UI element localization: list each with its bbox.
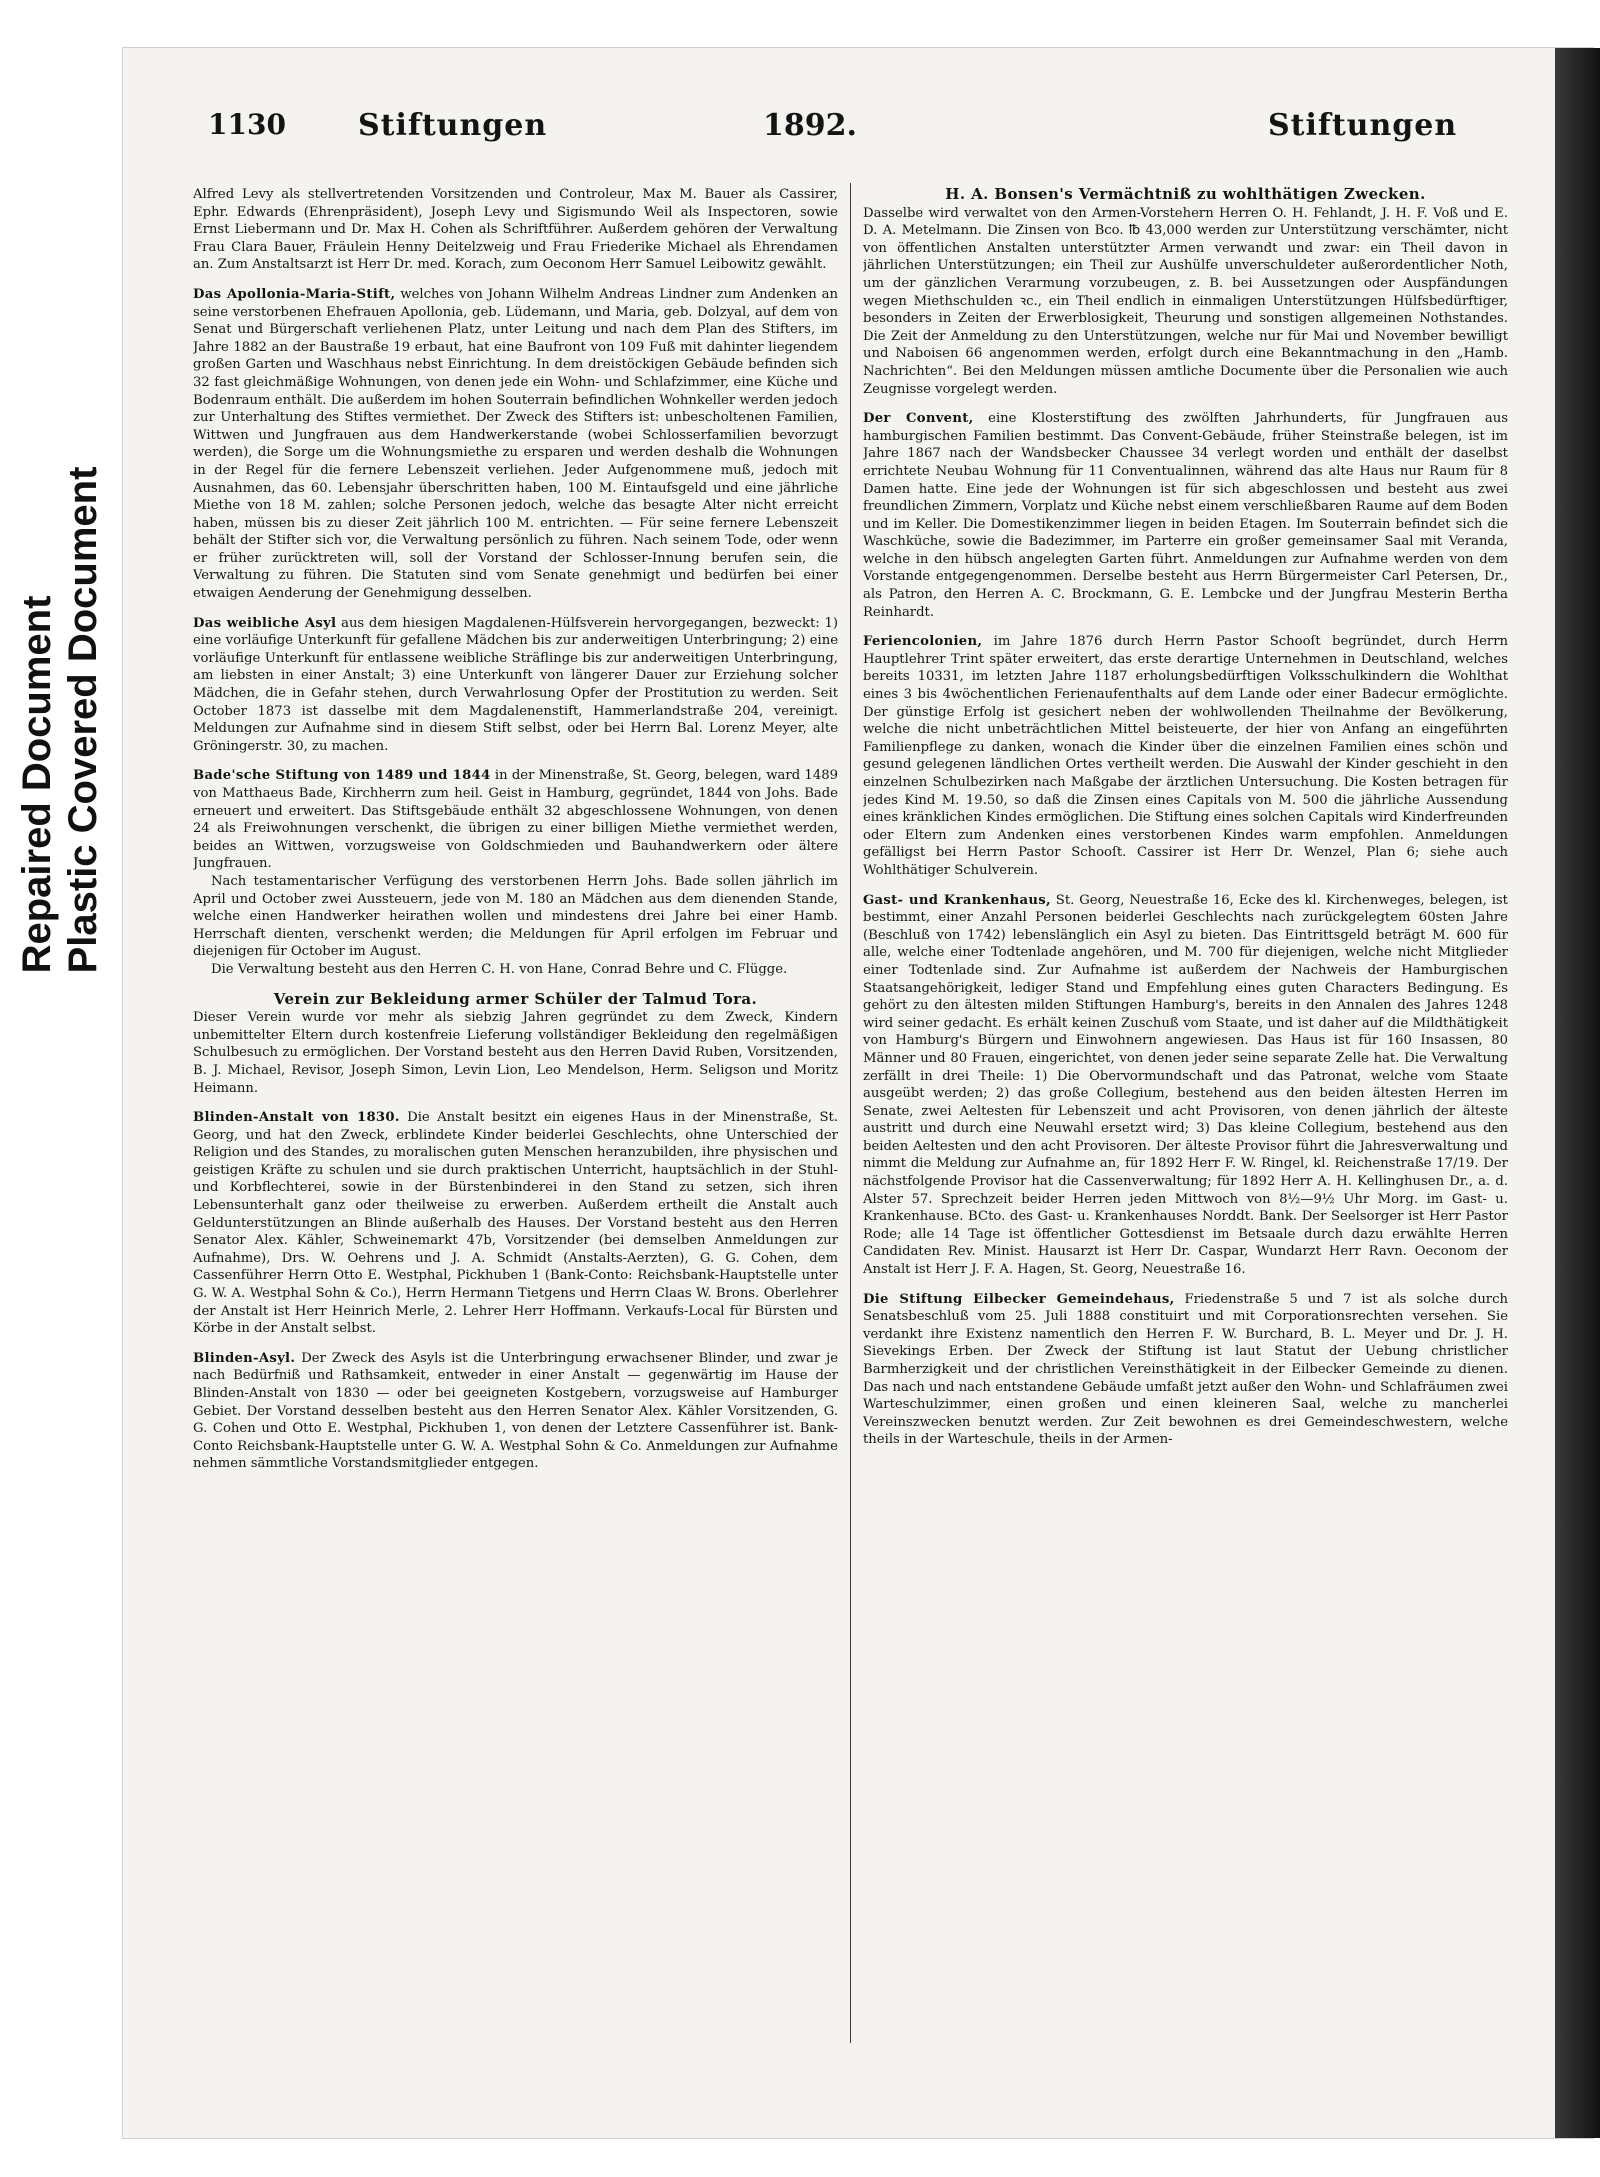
entry-paragraph [193,1109,838,1338]
stiftung-entry [863,633,1508,879]
entry-title: H. A. Bonsen's Vermächtniß zu wohlthätigen Zwecken. [945,186,1426,203]
entry-paragraph [863,410,1508,621]
entry-title: Der Convent, [863,411,974,427]
entry-text: im Jahre 1876 durch Herrn Pastor Schooſt begründet, durch Herrn Hauptlehrer Trint später erweitert, das erste derartige Unternehmen in Deutschland, welches bereits 10331, im letzten Jahre 1187 erholungsbedürftigen Volksschulkindern die Wohlthat eines 3 bis 4wöchentlichen Ferienaufenthalts auf dem Lande oder einer Badecur ermöglichte. Der günstige Erfolg ist gesichert neben der wohlwollenden Theilnahme der Bevölkerung, welche die nicht unbeträchtlichen Mittel beisteuerte, der hier von Anfang an eingeführten Familienpflege zu danken, wonach die Kinder über die einzelnen Familien eines schön und gesund gelegenen ländlichen Ortes vertheilt werden. Die Auswahl der Kinder geschieht in den einzelnen Schulbezirken nach Maßgabe der ärztlichen Untersuchung. Die Kosten betragen für jedes Kind M. 19.50, so daß die Zinsen eines Capitals von M. 500 die jährliche Aussendung eines kränklichen Kindes ermöglichen. Die Stiftung eines solchen Capitals wird Kinderfreunden oder Eltern zum Andenken eines verstorbenen Kindes warm empfohlen. Anmeldungen gefälligst bei Herrn Pastor Schooſt. Cassirer ist Herr Dr. Wenzel, Plan 6; siehe auch Wohlthätiger Schulverein. [863,634,1508,878]
entry-text: eine Klosterstiftung des zwölften Jahrhunderts, für Jungfrauen aus hamburgischen Familien bestimmt. Das Convent-Gebäude, früher Steinstraße belegen, ist im Jahre 1867 nach der Wandsbecker Chaussee 34 verlegt worden und enthält der daselbst errichtete Neubau Wohnung für 11 Conventualinnen, während das alte Haus nur Raum für 8 Damen hatte. Eine jede der Wohnungen ist für sich abgeschlossen und besteht aus zwei freundlichen Zimmern, Vorplatz und Küche nebst einem verschließbaren Raume auf dem Boden und im Keller. Die Domestikenzimmer liegen in beiden Etagen. Im Souterrain befindet sich die Waschküche, sowie die Badezimmer, im Parterre ein großer gemeinsamer Saal mit Veranda, welche in den hübsch angelegten Garten führt. Anmeldungen zur Aufnahme werden von dem Vorstande entgegengenommen. Derselbe besteht aus Herrn Bürgermeister Carl Petersen, Dr., als Patron, den Herren A. C. Brockmann, G. E. Lembcke und der Jungfrau Mesterin Bertha Reinhardt. [863,411,1508,620]
entry-paragraph [863,633,1508,879]
stiftung-entry [193,1350,838,1473]
entry-paragraph [193,1350,838,1473]
entry-text: in der Minenstraße, St. Georg, belegen, ward 1489 von Matthaeus Bade, Kirchherrn zum heil. Geist in Hamburg, gegründet, 1844 von Johs. Bade erneuert und erweitert. Das Stiftsgebäude enthält 32 abgeschlossene Wohnungen, von denen 24 als Freiwohnungen verschenkt, die übrigen zu einer billigen Miethe vermiethet werden, beides an Wittwen, vorzugsweise von Goldschmieden und Bauhandwerkern oder ältere Jungfrauen. [193,768,838,872]
repaired-document-label: Repaired Document [15,595,59,974]
entry-paragraph [863,205,1508,399]
entry-text: Dasselbe wird verwaltet von den Armen-Vorstehern Herren O. H. Fehlandt, J. H. F. Voß und E. D. A. Metelmann. Die Zinsen von Bco. ℔ 43,000 werden zur Unterstützung verschämter, nicht von öffentlichen Anstalten unterstützter Armen verwandt und zwar: ein Theil davon in jährlichen Unterstützungen; ein Theil zur Aushülfe unverschuldeter außerordentlicher Noth, um der gänzlichen Verarmung vorzubeugen, z. B. bei Aussetzungen oder Auspfändungen wegen Miethschulden ꝛc., ein Theil endlich in einmaligen Unterstützungen Hülfsbedürftiger, besonders in Zeiten der Erwerblosigkeit, Theurung und sonstigen allgemeinen Nothstandes. Die Zeit der Anmeldung zu den Unterstützungen, welche nur für Mai und November bewilligt und Naboisen 66 angenommen werden, erfolgt durch eine Bekanntmachung in den „Hamb. Nachrichten“. Bei den Meldungen müssen amtliche Documente über die Personalien wie auch Zeugnisse vorgelegt werden. [863,205,1508,397]
running-title-left: Stiftungen [358,108,548,143]
column-divider [850,183,851,2043]
stiftung-entry [863,1291,1508,1449]
entry-text: Friedenstraße 5 und 7 ist als solche durch Senatsbeschluß vom 25. Juli 1888 constituirt und mit Corporationsrechten versehen. Sie verdankt ihre Existenz namentlich den Herren F. W. Burchard, B. L. Meyer und Dr. J. H. Sievekings Erben. Der Zweck der Stiftung ist laut Statut der Uebung christlicher Barmherzigkeit und der christlichen Vereinsthätigkeit in der Eilbecker Gemeinde zu dienen. Das nach und nach entstandene Gebäude umfaßt jetzt außer den Wohn- und Schlafräumen zwei Warteschulzimmer, einen großen und einen kleineren Saal, welche zu mancherlei Vereinszwecken benutzt werden. Zur Zeit bewohnen es drei Gemeindeschwestern, welche theils in der Warteschule, theils in der Armen- [863,1291,1508,1448]
entry-paragraph [193,186,838,274]
scan-label-rotated [14,467,106,974]
scan-edge [1555,48,1600,2138]
entry-title: Blinden-Anstalt von 1830. [193,1110,400,1126]
page-year: 1892. [763,108,857,143]
scanned-page [123,48,1593,2138]
stiftung-entry [193,186,838,274]
entry-paragraph [193,286,838,603]
entry-text: Die Verwaltung besteht aus den Herren C. H. von Hane, Conrad Behre und C. Flügge. [211,961,788,977]
entry-text: welches von Johann Wilhelm Andreas Lindner zum Andenken an seine verstorbenen Ehefrauen Apollonia, geb. Lüdemann, und Maria, geb. Dolzyal, auf dem von Senat und Bürgerschaft verliehenen Platz, unter Leitung und nach dem Plan des Stifters, im Jahre 1882 an der Baustraße 19 erbaut, hat eine Baufront von 109 Fuß mit dahinter liegendem großen Garten und Waschhaus nebst Einrichtung. In dem dreistöckigen Gebäude befinden sich 32 fast gleichmäßige Wohnungen, von denen jede ein Wohn- und Schlafzimmer, eine Küche und Bodenraum enthält. Die außerdem im hohen Souterrain befindlichen Wohnkeller werden jedoch zur Unterhaltung des Stiftes vermiethet. Der Zweck des Stifters ist: unbescholtenen Familien, Wittwen und Jungfrauen aus dem Handwerkerstande (wobei Schlosserfamilien bevorzugt werden), die Sorge um die Wohnungsmiethe zu ersparen und werden deshalb die Wohnungen in der Regel für die fernere Lebenszeit verliehen. Jeder Aufgenommene muß, jedoch mit Ausnahmen, das 60. Lebensjahr überschritten haben, 100 M. Eintaufsgeld und eine jährliche Miethe von 18 M. zahlen; solche Personen jedoch, welche das besagte Alter nicht erreicht haben, müssen bis zu dieser Zeit jährlich 100 M. entrichten. — Für seine fernere Lebenszeit behält der Stifter sich vor, die Verwaltung persönlich zu führen. Nach seinem Tode, oder wenn er früher zurücktreten will, soll der Vorstand der Schlosser-Innung berufen sein, die Verwaltung zu führen. Die Statuten sind vom Senate genehmigt und bedürfen bei einer etwaigen Aenderung der Genehmigung desselben. [193,286,838,602]
right-column [863,186,1508,2056]
entry-title: Das Apollonia-Maria-Stift, [193,286,396,302]
entry-text: Nach testamentarischer Verfügung des verstorbenen Herrn Johs. Bade sollen jährlich im April und October zwei Aussteuern, jede von M. 180 an Mädchen aus dem dienenden Stande, welche einen Handwerker heirathen wollen und mindestens drei Jahre bei einer Hamb. Herrschaft dienten, verschenkt werden; die Meldungen für April erfolgen im Februar und diejenigen für October im August. [193,873,838,960]
entry-title: Die Stiftung Eilbecker Gemeindehaus, [863,1291,1175,1307]
stiftung-entry [863,892,1508,1279]
entry-title: Feriencolonien, [863,634,983,650]
stiftung-entry [193,615,838,756]
entry-title: Verein zur Bekleidung armer Schüler der Talmud Tora. [273,989,758,1008]
scan-margin-label [0,0,120,2177]
stiftung-entry [193,767,838,978]
plastic-covered-label: Plastic Covered Document [61,466,105,974]
stiftung-entry [193,991,838,1098]
entry-text: St. Georg, Neuestraße 16, Ecke des kl. Kirchenweges, belegen, ist bestimmt, einer Anzahl Personen beiderlei Geschlechts nach zurückgelegtem 60sten Jahre (Beschluß von 1742) lebenslänglich ein Asyl zu bieten. Das Eintrittsgeld beträgt M. 600 für alle, welche einer Todtenlade angehören, und M. 700 für diejenigen, welche nicht Mitglieder einer Todtenlade sind. Zur Aufnahme ist außerdem der Nachweis der Hamburgischen Staatsangehörigkeit, lediger Stand und Empfehlung eines guten Characters Bedingung. Es gehört zu den ältesten milden Stiftungen Hamburg's, bereits in den Annalen des Jahres 1248 wird seiner gedacht. Es erhält keinen Zuschuß vom Staate, und ist daher auf die Mildthätigkeit von Hamburg's Bürgern und Einwohnern angewiesen. Das Haus ist für 160 Insassen, 80 Männer und 80 Frauen, eingerichtet, von denen jeder seine separate Zelle hat. Die Verwaltung zerfällt in drei Theile: 1) Die Obervormundschaft und das Patronat, welche vom Staate ausgeübt werden; 2) das große Collegium, bestehend aus den beiden ältesten Herren im Senate, zwei Aeltesten für Lebenszeit und acht Provisoren, von denen jährlich der älteste austritt und durch eine Neuwahl ersetzt wird; 3) Das kleine Collegium, bestehend aus den beiden Aeltesten und den acht Provisoren. Der älteste Provisor führt die Jahresverwaltung und nimmt die Meldung zur Aufnahme an, für 1892 Herr F. W. Ringel, kl. Reichenstraße 17/19. Der nächstfolgende Provisor hat die Cassenverwaltung; für 1892 Herr A. H. Kellinghusen Dr., a. d. Alster 57. Sprechzeit beider Herren jeden Mittwoch von 8½—9½ Uhr Morg. im Gast- u. Krankenhause. BCto. des Gast- u. Krankenhauses Norddt. Bank. Der Seelsorger ist Herr Pastor Rode; alle 14 Tage ist öffentlicher Gottesdienst im Betsaale durch dazu erwählte Herren Candidaten Rev. Minist. Hausarzt ist Herr Dr. Caspar, Wundarzt Herr Ravn. Oeconom der Anstalt ist Herr J. F. A. Hagen, St. Georg, Neuestraße 16. [863,892,1508,1278]
stiftung-entry [193,1109,838,1338]
entry-text: Alfred Levy als stellvertretenden Vorsitzenden und Controleur, Max M. Bauer als Cassirer, Ephr. Edwards (Ehrenpräsident), Joseph Levy und Sigismundo Weil als Inspectoren, sowie Ernst Liebermann und Dr. Max H. Cohen als Schriftführer. Außerdem gehören der Verwaltung Frau Clara Bauer, Fräulein Henny Deitelzweig und Frau Friederike Michael als Ehrendamen an. Zum Anstaltsarzt ist Herr Dr. med. Korach, zum Oeconom Herr Samuel Leibowitz gewählt. [193,187,838,273]
stiftung-entry [863,410,1508,621]
entry-text: Dieser Verein wurde vor mehr als siebzig Jahren gegründet zu dem Zweck, Kindern unbemittelter Eltern durch kostenfreie Lieferung vollständiger Bekleidung den regelmäßigen Schulbesuch zu ermöglichen. Der Vorstand besteht aus den Herren David Ruben, Vorsitzenden, B. J. Michael, Revisor, Joseph Simon, Levin Lion, Leo Mendelson, Herm. Seligson und Moritz Heimann. [193,1010,838,1096]
entry-paragraph [193,767,838,873]
entry-title: Blinden-Asyl. [193,1350,296,1366]
entry-paragraph [193,615,838,756]
stiftung-entry [863,186,1508,398]
entry-title: Das weibliche Asyl [193,615,337,631]
stiftung-entry [193,286,838,603]
entry-paragraph [193,873,838,961]
entry-paragraph [193,961,838,979]
entry-text: aus dem hiesigen Magdalenen-Hülfsverein hervorgegangen, bezweckt: 1) eine vorläufige Unterkunft für gefallene Mädchen bis zur anderweitigen Unterbringung; 2) eine vorläufige Unterkunft für entlassene weibliche Sträflinge bis zur anderweitigen Unterbringung, am liebsten in einer Anstalt; 3) eine Unterkunft von längerer Dauer zur Erziehung solcher Mädchen, die in Gefahr stehen, durch Verwahrlosung Opfer der Prostitution zu werden. Seit October 1873 ist dasselbe mit dem Magdalenenstift, Hammerlandstraße 204, vereinigt. Meldungen zur Aufnahme sind in diesem Stift selbst, oder bei Herrn Bal. Lorenz Meyer, alte Gröningerstr. 30, zu machen. [193,615,838,754]
entry-title: Gast- und Krankenhaus, [863,892,1051,908]
page-number: 1130 [208,108,286,141]
entry-paragraph [863,892,1508,1279]
entry-title: Bade'sche Stiftung von 1489 und 1844 [193,768,491,784]
running-title-right: Stiftungen [1268,108,1458,143]
entry-paragraph [863,1291,1508,1449]
page-header [208,108,1548,160]
entry-text: Die Anstalt besitzt ein eigenes Haus in der Minenstraße, St. Georg, und hat den Zweck, erblindete Kinder beiderlei Geschlechts, ohne Unterschied der Religion und des Standes, zu moralischen guten Menschen heranzubilden, ihre physischen und geistigen Kräfte zu schulen und sie durch praktischen Unterricht, hauptsächlich in der Stuhl- und Korbflechterei, sowie in der Bürstenbinderei in den Stand zu setzen, sich ihren Lebensunterhalt ganz oder theilweise zu erwerben. Außerdem ertheilt die Anstalt auch Geldunterstützungen an Blinde außerhalb des Hauses. Der Vorstand besteht aus den Herren Senator Alex. Kähler, Schweinemarkt 47b, Vorsitzender (bei demselben Anmeldungen zur Aufnahme), Drs. W. Oehrens und J. A. Schmidt (Anstalts-Aerzten), G. G. Cohen, dem Cassenführer Herrn Otto E. Westphal, Pickhuben 1 (Bank-Conto: Reichsbank-Hauptstelle unter G. W. A. Westphal Sohn & Co.), Herrn Hermann Tietgens und Herrn Claas W. Brons. Oberlehrer der Anstalt ist Herr Heinrich Merle, 2. Lehrer Herr Hoffmann. Verkaufs-Local für Bürsten und Körbe in der Anstalt selbst. [193,1110,838,1337]
entry-text: Der Zweck des Asyls ist die Unterbringung erwachsener Blinder, und zwar je nach Bedürfniß und Rathsamkeit, entweder in einer Anstalt — gegenwärtig im Hause der Blinden-Anstalt von 1830 — oder bei geeigneten Kostgebern, vorzugsweise auf Hamburger Gebiet. Der Vorstand desselben besteht aus den Herren Senator Alex. Kähler Vorsitzenden, G. G. Cohen und Otto E. Westphal, Pickhuben 1, von denen der Letztere Cassenführer ist. Bank-Conto Reichsbank-Hauptstelle unter G. W. A. Westphal Sohn & Co. Anmeldungen zur Aufnahme nehmen sämmtliche Vorstandsmitglieder entgegen. [193,1350,838,1472]
entry-paragraph [193,1009,838,1097]
left-column [193,186,838,2056]
